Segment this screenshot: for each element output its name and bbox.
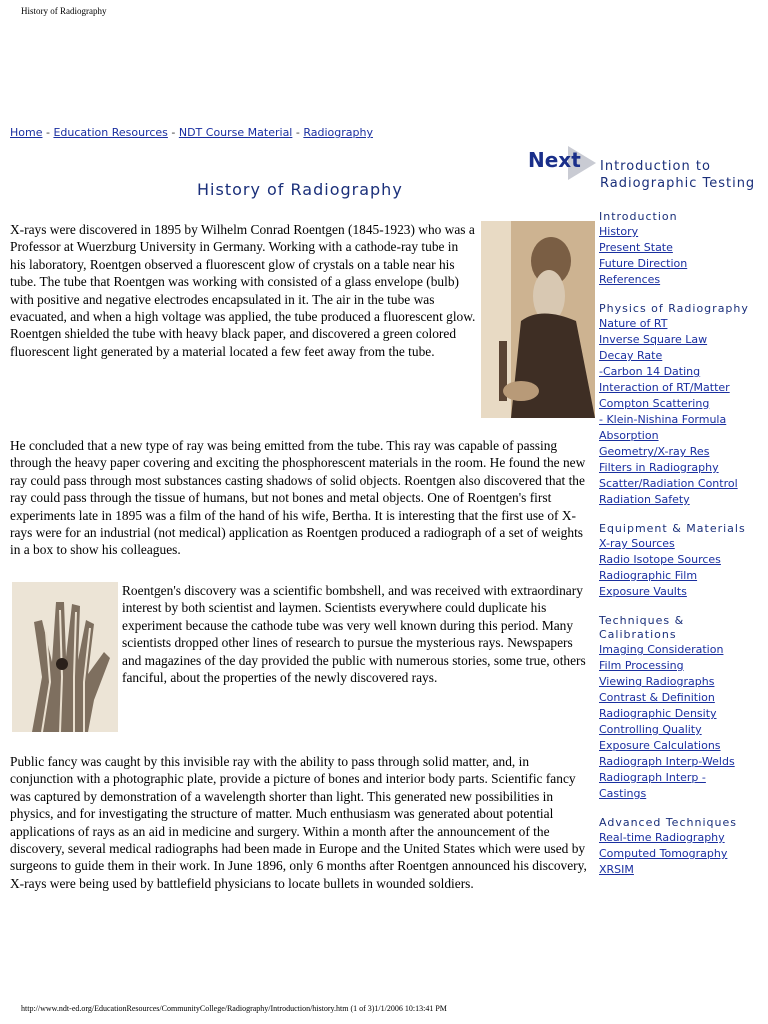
breadcrumb-separator: - — [292, 126, 304, 139]
paragraph-new-ray: He concluded that a new type of ray was being emitted from the tube. This ray was capable of passing through the heavy paper covering and exciting the phosphorescent materials in the room. He found the new ray could pass through most substances casting shadows of solid objects. Roentgen also discovered that the ray could pass through the tissue of humans, but not bones and metal objects. One of Roentgen's first experiments late in 1895 was a film of the hand of his wife, Bertha. It is interesting that the first use of X-rays were for an industrial (not medical) application as Roentgen produced a radiograph of a set of weights in a box to show his colleagues. — [10, 438, 586, 558]
sidebar-link-geometry-xray-res[interactable]: Geometry/X-ray Res — [599, 445, 710, 458]
sidebar-link-radiation-safety[interactable]: Radiation Safety — [599, 493, 690, 506]
sidebar-link-viewing-radiographs[interactable]: Viewing Radiographs — [599, 675, 715, 688]
sidebar-heading: Physics of Radiography — [599, 302, 749, 315]
sidebar-link-inverse-square-law[interactable]: Inverse Square Law — [599, 333, 708, 346]
sidebar-link-film-processing[interactable]: Film Processing — [599, 659, 684, 672]
sidebar-link-klein-nishina[interactable]: - Klein-Nishina Formula — [599, 413, 727, 426]
paragraph-discovery: X-rays were discovered in 1895 by Wilhelm Conrad Roentgen (1845-1923) who was a Professor at Wuerzburg University in Germany. Working with a cathode-ray tube in his laboratory, Roentgen observed a fluorescent glow of crystals on a table near his tube. The tube that Roentgen was working with consisted of a glass envelope (bulb) with positive and negative electrodes encapsulated in it. The air in the tube was evacuated, and when a high voltage was applied, the tube produced a fluorescent glow. Roentgen shielded the tube with heavy black paper, and discovered a green colored fluorescent light generated by a material located a few feet away from the tube. — [10, 222, 476, 359]
breadcrumb-radiography-link[interactable]: Radiography — [303, 126, 373, 139]
sidebar-section-physics — [599, 302, 767, 508]
sidebar-section-techniques — [599, 614, 767, 802]
next-button-label: Next — [528, 148, 581, 172]
next-page-label: Introduction to Radiographic Testing — [600, 159, 756, 191]
sidebar-link-imaging-consideration[interactable]: Imaging Consideration — [599, 643, 724, 656]
sidebar-section-equipment — [599, 522, 767, 600]
paragraph-bombshell: Roentgen's discovery was a scientific bombshell, and was received with extraordinary interest by both scientist and laymen. Scientists everywhere could duplicate his experiment because the cathode tube was very well known during this period. Many scientists dropped other lines of research to pursue the mysterious rays. Newspapers and magazines of the day provided the public with numerous stories, some true, others fanciful, about the properties of the newly discovered rays. — [122, 583, 586, 686]
sidebar-link-future-direction[interactable]: Future Direction — [599, 257, 688, 270]
print-footer: http://www.ndt-ed.org/EducationResources/CommunityCollege/Radiography/Introduction/history.htm (1 of 3)1/1/2006 10:13:41 PM — [21, 1004, 447, 1013]
roentgen-portrait-image — [481, 221, 595, 418]
sidebar-link-compton-scattering[interactable]: Compton Scattering — [599, 397, 710, 410]
sidebar-link-real-time-radiography[interactable]: Real-time Radiography — [599, 831, 725, 844]
sidebar-link-xrsim[interactable]: XRSIM — [599, 863, 634, 876]
sidebar-link-xray-sources[interactable]: X-ray Sources — [599, 537, 675, 550]
sidebar-link-radiographic-density[interactable]: Radiographic Density — [599, 707, 717, 720]
sidebar-nav — [599, 210, 767, 892]
sidebar-section-advanced — [599, 816, 767, 878]
sidebar-link-contrast-definition[interactable]: Contrast & Definition — [599, 691, 715, 704]
sidebar-link-carbon-14-dating[interactable]: -Carbon 14 Dating — [599, 365, 701, 378]
breadcrumb-separator: - — [167, 126, 179, 139]
breadcrumb-education-resources-link[interactable]: Education Resources — [53, 126, 168, 139]
breadcrumb — [10, 126, 373, 139]
sidebar-link-interaction-rt-matter[interactable]: Interaction of RT/Matter — [599, 381, 730, 394]
sidebar-heading: Equipment & Materials — [599, 522, 746, 535]
paragraph-public-fancy: Public fancy was caught by this invisible ray with the ability to pass through solid matter, and, in conjunction with a photographic plate, provide a picture of bones and interior body parts. Scientific fancy was captured by demonstration of a wavelength shorter than light. This generated new possibilities in physics, and for investigating the structure of matter. Much enthusiasm was generated about potential applications of rays as an aid in medicine and surgery. Within a month after the announcement of the discovery, several medical radiographs had been made in Europe and the United States which were used by surgeons to guide them in their work. In June 1896, only 6 months after Roentgen announced his discovery, X-rays were being used by battlefield physicians to locate bullets in wounded soldiers. — [10, 754, 587, 891]
sidebar-link-computed-tomography[interactable]: Computed Tomography — [599, 847, 728, 860]
breadcrumb-separator: - — [42, 126, 54, 139]
next-button[interactable] — [528, 146, 598, 180]
sidebar-heading: Advanced Techniques — [599, 816, 737, 829]
sidebar-link-exposure-calculations[interactable]: Exposure Calculations — [599, 739, 721, 752]
page-title: History of Radiography — [197, 180, 403, 199]
sidebar-link-filters[interactable]: Filters in Radiography — [599, 461, 719, 474]
sidebar-link-absorption[interactable]: Absorption — [599, 429, 659, 442]
sidebar-link-decay-rate[interactable]: Decay Rate — [599, 349, 663, 362]
sidebar-link-radiographic-film[interactable]: Radiographic Film — [599, 569, 698, 582]
sidebar-link-references[interactable]: References — [599, 273, 661, 286]
sidebar-link-present-state[interactable]: Present State — [599, 241, 673, 254]
sidebar-link-interp-castings[interactable]: Radiograph Interp - Castings — [599, 771, 706, 800]
hand-xray-image — [12, 582, 118, 732]
print-header: History of Radiography — [21, 6, 107, 16]
sidebar-heading: Techniques & Calibrations — [599, 614, 685, 641]
sidebar-link-radio-isotope-sources[interactable]: Radio Isotope Sources — [599, 553, 721, 566]
sidebar-link-nature-of-rt[interactable]: Nature of RT — [599, 317, 668, 330]
sidebar-link-controlling-quality[interactable]: Controlling Quality — [599, 723, 702, 736]
breadcrumb-ndt-course-material-link[interactable]: NDT Course Material — [178, 126, 293, 139]
sidebar-link-history[interactable]: History — [599, 225, 639, 238]
sidebar-link-exposure-vaults[interactable]: Exposure Vaults — [599, 585, 687, 598]
breadcrumb-home-link[interactable]: Home — [10, 126, 43, 139]
sidebar-link-scatter-radiation-control[interactable]: Scatter/Radiation Control — [599, 477, 738, 490]
sidebar-heading: Introduction — [599, 210, 678, 223]
sidebar-link-interp-welds[interactable]: Radiograph Interp-Welds — [599, 755, 735, 768]
sidebar-section-introduction — [599, 210, 767, 288]
